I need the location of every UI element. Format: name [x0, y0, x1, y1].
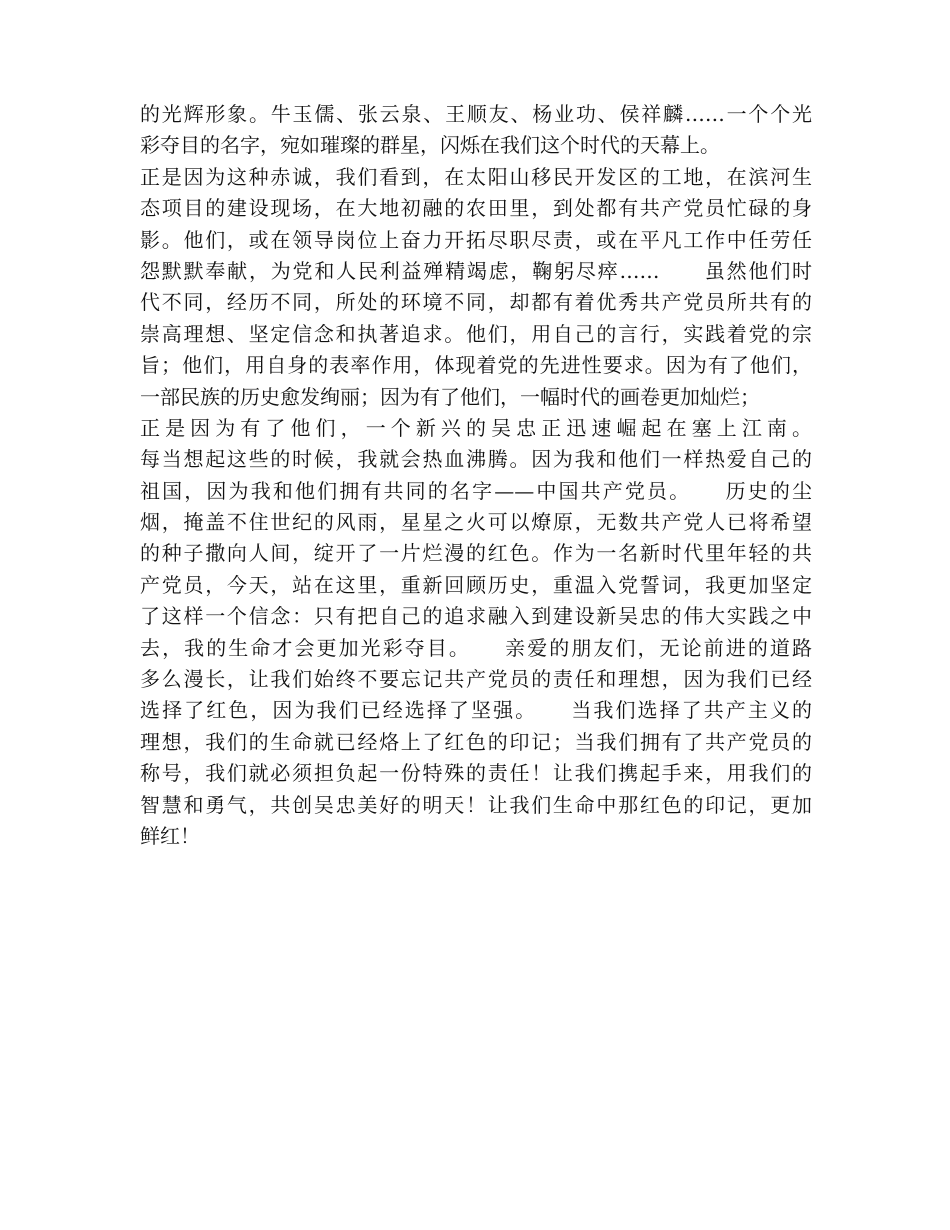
text-line: 怨默默奉献，为党和人民利益殚精竭虑，鞠躬尽瘁…… 虽然他们时	[140, 258, 812, 283]
text-line: 崇高理想、坚定信念和执著追求。他们，用自己的言行，实践着党的宗	[140, 321, 812, 346]
text-line: 每当想起这些的时候，我就会热血沸腾。因为我和他们一样热爱自己的	[140, 447, 812, 472]
text-line: 理想，我们的生命就已经烙上了红色的印记；当我们拥有了共产党员的	[140, 729, 812, 754]
text-line: 影。他们，或在领导岗位上奋力开拓尽职尽责，或在平凡工作中任劳任	[140, 227, 812, 252]
text-line: 的光辉形象。牛玉儒、张云泉、王顺友、杨业功、侯祥麟……一个个光	[140, 102, 812, 126]
text-line: 了这样一个信念：只有把自己的追求融入到建设新吴忠的伟大实践之中	[140, 604, 812, 629]
text-line: 称号，我们就必须担负起一份特殊的责任！让我们携起手来，用我们的	[140, 761, 812, 786]
body-text	[140, 99, 812, 852]
text-line: 代不同，经历不同，所处的环境不同，却都有着优秀共产党员所共有的	[140, 290, 812, 315]
text-line: 态项目的建设现场，在大地初融的农田里，到处都有共产党员忙碌的身	[140, 196, 812, 221]
text-line: 多么漫长，让我们始终不要忘记共产党员的责任和理想，因为我们已经	[140, 667, 812, 692]
text-line: 一部民族的历史愈发绚丽；因为有了他们，一幅时代的画卷更加灿烂；	[140, 384, 760, 409]
text-line: 选择了红色，因为我们已经选择了坚强。 当我们选择了共产主义的	[140, 698, 812, 723]
text-line: 烟，掩盖不住世纪的风雨，星星之火可以燎原，无数共产党人已将希望	[140, 510, 812, 535]
text-line: 产党员，今天，站在这里，重新回顾历史，重温入党誓词，我更加坚定	[140, 572, 812, 597]
text-line: 正是因为这种赤诚，我们看到，在太阳山移民开发区的工地，在滨河生	[140, 164, 812, 189]
text-line: 祖国，因为我和他们拥有共同的名字——中国共产党员。 历史的尘	[140, 478, 812, 503]
text-line: 旨；他们，用自身的表率作用，体现着党的先进性要求。因为有了他们，	[140, 353, 812, 378]
text-line: 正是因为有了他们，一个新兴的吴忠正迅速崛起在塞上江南。	[140, 415, 812, 440]
text-line: 彩夺目的名字，宛如璀璨的群星，闪烁在我们这个时代的天幕上。	[140, 133, 720, 158]
text-line: 的种子撒向人间，绽开了一片烂漫的红色。作为一名新时代里年轻的共	[140, 541, 812, 566]
text-line: 鲜红！	[140, 823, 200, 848]
text-line: 智慧和勇气，共创吴忠美好的明天！让我们生命中那红色的印记，更加	[140, 792, 812, 817]
text-line: 去，我的生命才会更加光彩夺目。 亲爱的朋友们，无论前进的道路	[140, 635, 812, 660]
